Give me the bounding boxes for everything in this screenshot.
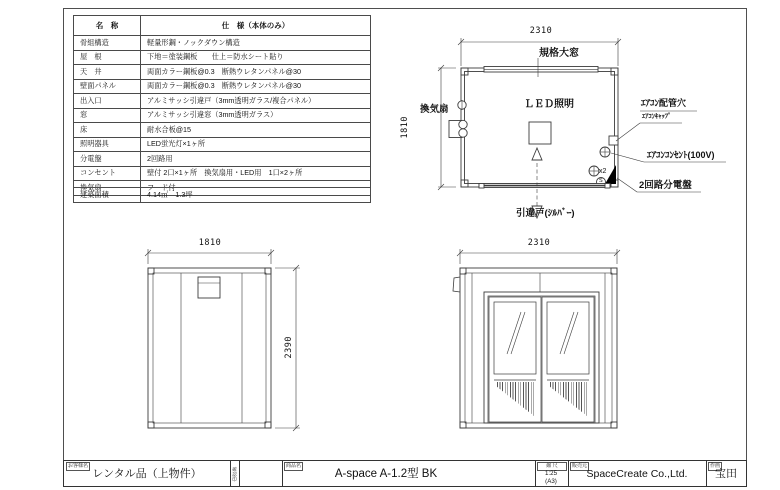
seller-tag: 販売元 [572, 463, 588, 469]
title-block-divider [282, 461, 283, 486]
area-row-spec: 4.14㎡ 1.3坪 [141, 188, 371, 203]
spec-header-spec: 仕 様（本体のみ） [141, 16, 371, 36]
led-light-label: ＬＥＤ照明 [524, 99, 574, 110]
plan-width-dimension: 2310 [529, 26, 553, 36]
side-width-dimension: 1810 [198, 238, 222, 248]
spec-header-name: 名 称 [74, 16, 141, 36]
front-dimension-lines [457, 249, 620, 264]
title-block-divider [239, 461, 240, 486]
glass-reflection-lines [507, 312, 578, 354]
spec-table-header [74, 16, 371, 36]
row-name: コンセント [74, 166, 141, 181]
plan-view [438, 38, 726, 218]
door-glass-pane [494, 302, 536, 374]
table-row [74, 108, 371, 123]
row-spec: アルミサッシ引違戸（3mm透明ガラス/複合パネル） [141, 94, 371, 109]
ac-pipe-hole-label: ｴｱｺﾝ配管穴 [641, 98, 687, 108]
fan-hood-profile [453, 277, 460, 292]
product-name-value: A-space A-1.2型 BK [334, 467, 438, 480]
customer-name-value: レンタル品（上物件） [92, 468, 202, 480]
title-block [63, 460, 747, 487]
outlet-count-label: x2 [599, 168, 607, 175]
side-dimension-lines [145, 249, 300, 431]
row-spec: 下地＝塗装鋼板 仕上＝防水シート貼り [141, 50, 371, 65]
door-glass-pane [547, 302, 589, 374]
table-row [74, 65, 371, 80]
switch-symbol [458, 100, 466, 110]
row-name: 出入口 [74, 94, 141, 109]
row-name: 照明器具 [74, 137, 141, 152]
row-spec: LED蛍光灯×1ヶ所 [141, 137, 371, 152]
scale-tag: 縮 尺 [537, 462, 567, 471]
switch-letter: S [599, 178, 603, 184]
table-row [74, 137, 371, 152]
row-spec: フード付 [141, 181, 371, 196]
ac-outlet-symbol [600, 147, 610, 157]
customer-name-tag: お客様名 [68, 463, 89, 469]
row-name: 天 井 [74, 65, 141, 80]
row-name: 窓 [74, 108, 141, 123]
table-row [74, 188, 371, 203]
vent-fan-label: 換気扇 [420, 104, 449, 115]
row-spec: 耐水合板@15 [141, 123, 371, 138]
ac-outlet-label: ｴｱｺﾝｺﾝｾﾝﾄ(100V) [647, 150, 715, 160]
row-name: 壁面パネル [74, 79, 141, 94]
ac-cap-label: ｴｱｺﾝｷｬｯﾌﾟ [642, 113, 672, 120]
vent-fan-symbol [449, 120, 467, 137]
scale-value: 1:25 [544, 470, 558, 477]
row-name: 床 [74, 123, 141, 138]
row-name: 換気扇 [74, 181, 141, 196]
breaker-label: 2回路分電盤 [639, 180, 692, 191]
plan-sliding-door-symbol [479, 184, 610, 189]
table-row [74, 79, 371, 94]
table-row [74, 36, 371, 51]
sliding-door-label: 引違戸(ｼﾙﾊﾞｰ) [516, 208, 575, 219]
area-row-name: 建築面積 [74, 188, 141, 203]
table-row [74, 123, 371, 138]
side-height-dimension: 2390 [283, 336, 294, 359]
product-name-tag: 商品名 [286, 463, 302, 469]
front-elevation-view [453, 249, 620, 428]
seller-value: SpaceCreate Co.,Ltd. [586, 467, 688, 480]
plan-window-symbol [484, 58, 598, 77]
row-spec: アルミサッシ引違窓（3mm透明ガラス） [141, 108, 371, 123]
window-label: 規格大窓 [539, 48, 579, 59]
side-elevation-view [145, 249, 300, 431]
row-name: 分電盤 [74, 152, 141, 167]
table-row [74, 94, 371, 109]
plan-depth-dimension: 1810 [399, 116, 410, 139]
area-table [73, 187, 371, 203]
table-row [74, 50, 371, 65]
approval-stamp-column: 確認印 [232, 467, 238, 482]
row-spec: 壁付 2口×1ヶ所 換気扇用・LED用 1口×2ヶ所 [141, 166, 371, 181]
led-light-symbol [529, 122, 551, 144]
fan-hood-symbol [198, 277, 220, 298]
row-name: 屋 根 [74, 50, 141, 65]
spec-table [73, 15, 371, 196]
author-tag: 作画 [710, 463, 721, 469]
sheet-size-value: (A3) [545, 478, 557, 485]
front-width-dimension: 2310 [527, 238, 551, 248]
row-spec: 両面カラー鋼板@0.3 断熱ウレタンパネル@30 [141, 79, 371, 94]
table-row [74, 166, 371, 181]
table-row [74, 152, 371, 167]
row-name: 骨組構造 [74, 36, 141, 51]
row-spec: 軽量形鋼・ノックダウン構造 [141, 36, 371, 51]
wall-outlet-symbol [589, 166, 599, 176]
row-spec: 2回路用 [141, 152, 371, 167]
row-spec: 両面カラー鋼板@0.3 断熱ウレタンパネル@30 [141, 65, 371, 80]
author-value: 宝田 [715, 467, 737, 480]
